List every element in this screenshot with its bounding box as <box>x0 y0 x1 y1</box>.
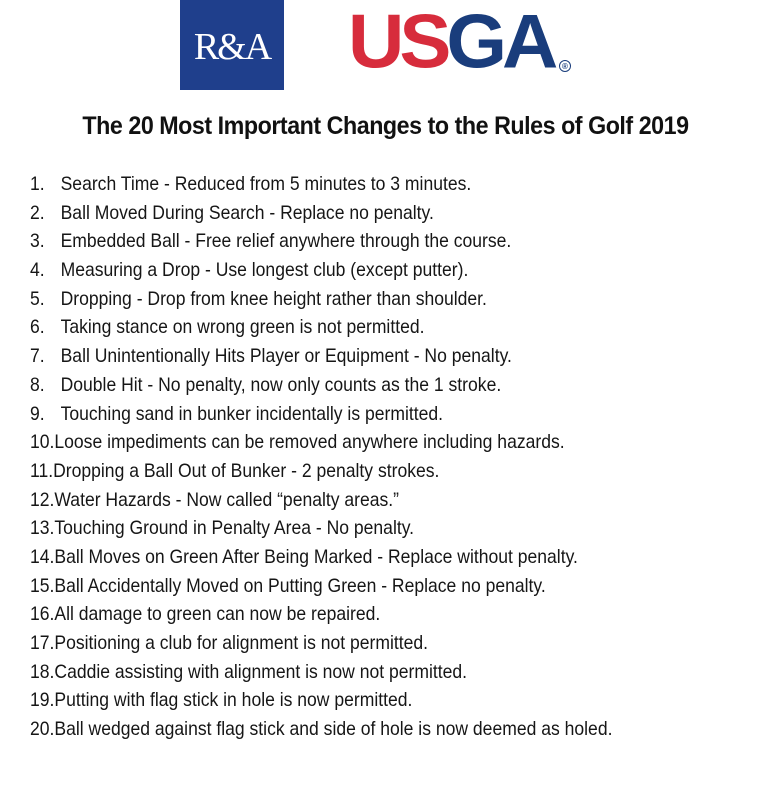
rule-text: All damage to green can now be repaired. <box>54 603 381 626</box>
ra-logo <box>180 0 284 90</box>
rule-item <box>30 256 697 285</box>
rule-item <box>30 313 697 342</box>
ra-logo-text: R&A <box>193 26 271 68</box>
rule-item <box>30 199 697 228</box>
rule-text: Ball Accidentally Moved on Putting Green - Replace no penalty. <box>54 574 546 597</box>
rule-item <box>30 486 697 515</box>
rule-number: 3. <box>30 230 45 253</box>
usga-letter-u: U <box>348 0 400 85</box>
rule-item <box>30 170 697 199</box>
rule-number: 10. <box>30 431 55 454</box>
rule-text: Water Hazards - Now called “penalty areas.” <box>54 488 400 511</box>
rule-item <box>30 543 697 572</box>
rule-number: 18. <box>30 660 55 683</box>
rule-number: 12. <box>30 488 55 511</box>
rules-list <box>30 170 771 744</box>
rule-text: Putting with flag stick in hole is now permitted. <box>54 689 413 712</box>
rule-number: 11. <box>30 459 54 482</box>
rule-text: Double Hit - No penalty, now only counts as the 1 stroke. <box>60 373 502 396</box>
rule-number: 16. <box>30 603 55 626</box>
usga-letter-g: G <box>446 0 503 85</box>
rule-item <box>30 400 697 429</box>
rule-number: 9. <box>30 402 45 425</box>
rule-item <box>30 572 697 601</box>
rule-text: Ball Moved During Search - Replace no penalty. <box>60 201 434 224</box>
rule-text: Positioning a club for alignment is not permitted. <box>54 632 429 654</box>
rule-text: Embedded Ball - Free relief anywhere through the course. <box>60 230 512 253</box>
rule-item <box>30 600 697 629</box>
rule-text: Taking stance on wrong green is not permitted. <box>60 316 425 339</box>
rule-item <box>30 227 697 256</box>
rule-text: Ball wedged against flag stick and side of hole is now deemed as holed. <box>54 718 613 741</box>
rule-text: Touching sand in bunker incidentally is permitted. <box>60 402 444 425</box>
rule-text: Dropping a Ball Out of Bunker - 2 penalty strokes. <box>53 459 440 482</box>
rule-number: 20. <box>30 718 55 741</box>
rule-item <box>30 285 697 314</box>
usga-logo <box>348 0 554 85</box>
rule-number: 15. <box>30 574 55 597</box>
rule-text: Ball Moves on Green After Being Marked - Replace without penalty. <box>54 545 578 568</box>
rule-item <box>30 658 697 687</box>
rule-number: 6. <box>30 316 45 339</box>
rule-item <box>30 342 697 371</box>
usga-letter-s: S <box>399 0 447 85</box>
rule-number: 19. <box>30 689 55 712</box>
registered-mark: ® <box>559 60 571 72</box>
rule-number: 7. <box>30 345 45 368</box>
logo-header <box>0 0 771 92</box>
rule-item <box>30 457 697 486</box>
usga-letter-a: A <box>502 0 554 85</box>
rule-text: Touching Ground in Penalty Area - No penalty. <box>54 517 415 540</box>
rule-text: Loose impediments can be removed anywhere including hazards. <box>54 431 565 454</box>
rule-number: 4. <box>30 259 45 282</box>
rule-number: 1. <box>30 173 45 195</box>
rule-number: 5. <box>30 287 45 310</box>
rule-number: 17. <box>30 632 55 654</box>
rule-number: 14. <box>30 545 55 568</box>
rule-item <box>30 428 697 457</box>
rule-text: Caddie assisting with alignment is now not permitted. <box>54 660 468 683</box>
rule-number: 2. <box>30 201 45 224</box>
rule-number: 8. <box>30 373 45 396</box>
rule-text: Search Time - Reduced from 5 minutes to 3 minutes. <box>60 173 472 195</box>
rule-text: Measuring a Drop - Use longest club (except putter). <box>60 259 469 282</box>
page-title: The 20 Most Important Changes to the Rules of Golf 2019 <box>82 112 689 140</box>
rule-item <box>30 715 697 744</box>
rule-item <box>30 686 697 715</box>
rule-text: Dropping - Drop from knee height rather than shoulder. <box>60 287 487 310</box>
rule-number: 13. <box>30 517 55 540</box>
rule-item <box>30 371 697 400</box>
rule-item <box>30 629 697 658</box>
rule-item <box>30 514 697 543</box>
rule-text: Ball Unintentionally Hits Player or Equipment - No penalty. <box>60 345 512 368</box>
